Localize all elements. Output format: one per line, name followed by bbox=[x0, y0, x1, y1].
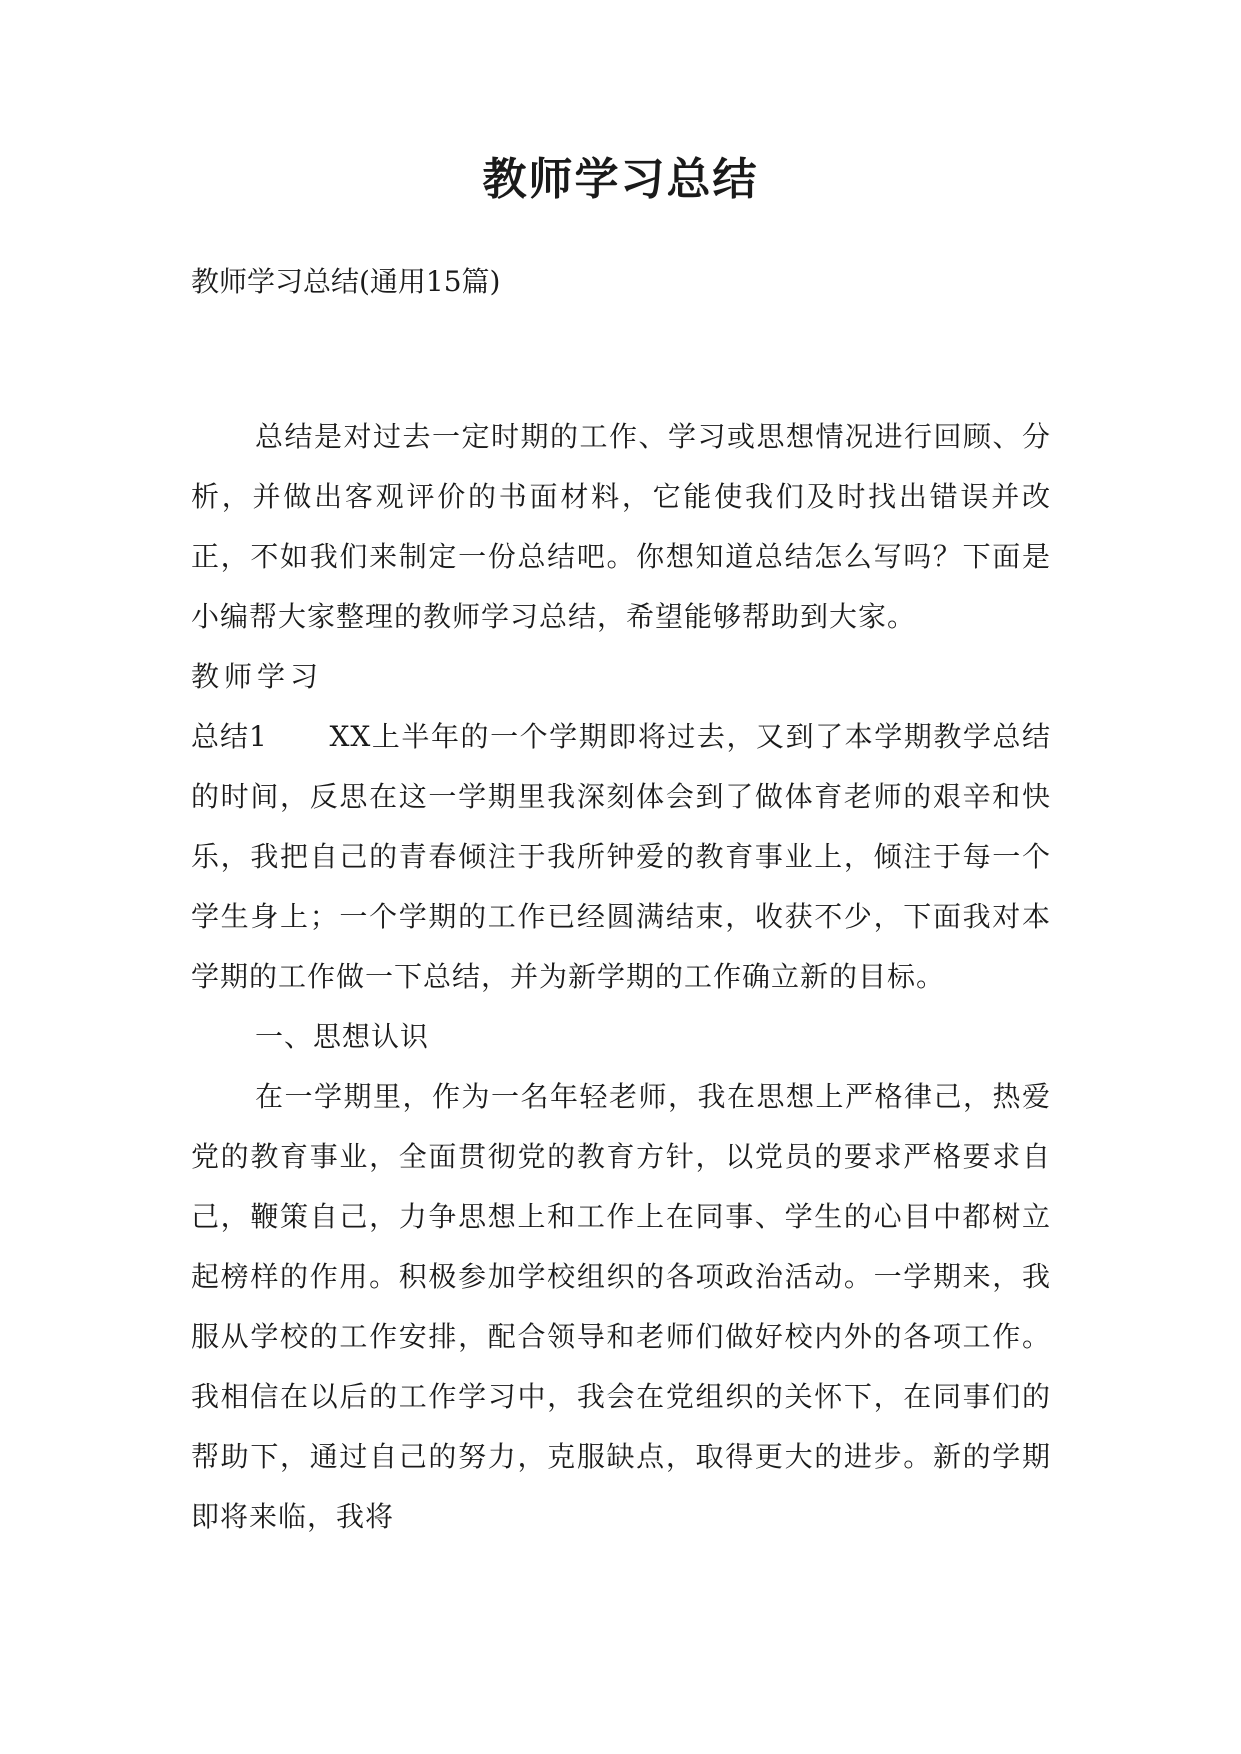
thought-paragraph: 在一学期里，作为一名年轻老师，我在思想上严格律己，热爱党的教育事业，全面贯彻党的教育方针，以党员的要求严格要求自己，鞭策自己，力争思想上和工作上在同事、学生的心目中都树立起榜样的作用。积极参加学校组织的各项政治活动。一学期来，我服从学校的工作安排，配合领导和老师们做好校内外的各项工作。我相信在以后的工作学习中，我会在党组织的关怀下，在同事们的帮助下，通过自己的努力，克服缺点，取得更大的进步。新的学期即将来临，我将 bbox=[191, 1080, 1051, 1533]
document-body bbox=[191, 407, 1051, 1547]
document-subtitle: 教师学习总结(通用15篇) bbox=[191, 265, 501, 298]
document-title: 教师学习总结 bbox=[482, 154, 759, 205]
section-1-heading: 教师学习总结1 bbox=[191, 660, 319, 753]
section-1-text: XX上半年的一个学期即将过去，又到了本学期教学总结的时间，反思在这一学期里我深刻体会到了做体育老师的艰辛和快乐，我把自己的青春倾注于我所钟爱的教育事业上，倾注于每一个学生身上；一个学期的工作已经圆满结束，收获不少，下面我对本学期的工作做一下总结，并为新学期的工作确立新的目标。 bbox=[191, 720, 1051, 993]
intro-paragraph: 总结是对过去一定时期的工作、学习或思想情况进行回顾、分析，并做出客观评价的书面材料，它能使我们及时找出错误并改正，不如我们来制定一份总结吧。你想知道总结怎么写吗？下面是小编帮大家整理的教师学习总结，希望能够帮助到大家。 bbox=[191, 420, 1051, 633]
section-1-paragraph bbox=[191, 647, 1051, 1007]
thought-heading: 一、思想认识 bbox=[255, 1020, 430, 1053]
